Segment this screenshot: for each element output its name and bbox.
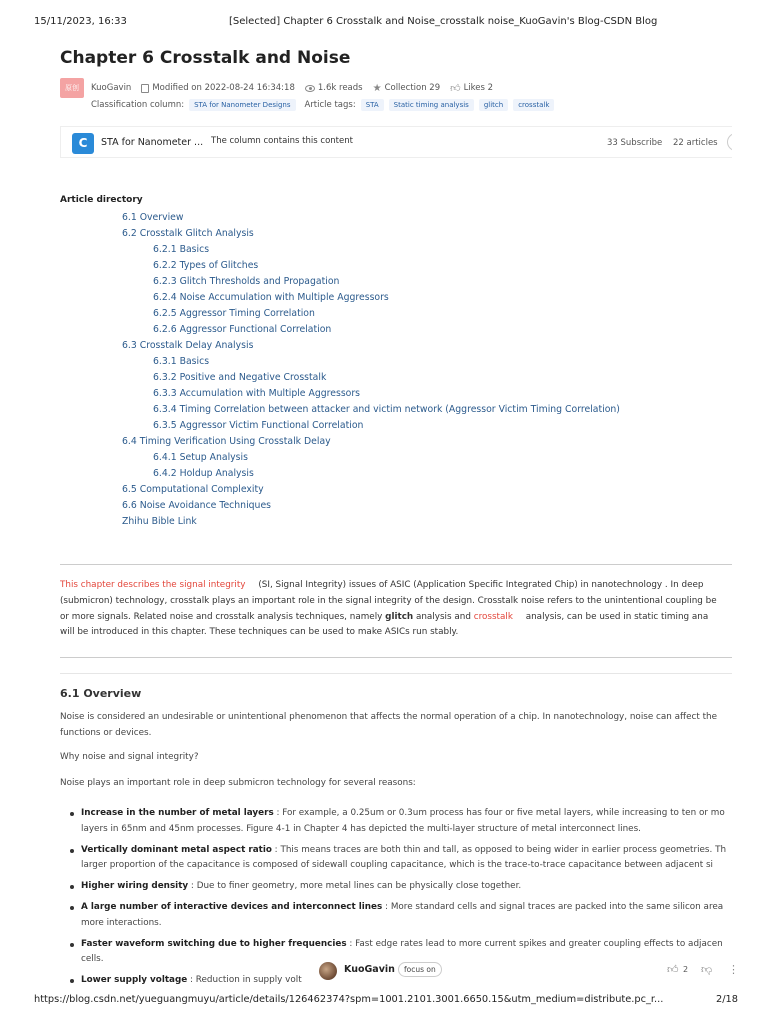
page-number: 2/18 bbox=[716, 994, 738, 1005]
collection-button[interactable] bbox=[373, 83, 441, 94]
paragraph-line: Noise is considered an undesirable or unintentional phenomenon that affects the normal operation of a chip. In nanotechnology, noise can affect the bbox=[60, 712, 718, 722]
print-page-title: [Selected] Chapter 6 Crosstalk and Noise_crosstalk noise_KuoGavin's Blog-CSDN Blog bbox=[229, 16, 658, 27]
list-item-term: Increase in the number of metal layers bbox=[81, 808, 274, 818]
bullet-icon bbox=[70, 906, 74, 910]
why-noise-paragraph: Why noise and signal integrity? bbox=[60, 752, 199, 762]
reads-info bbox=[305, 83, 363, 93]
list-item-term: Faster waveform switching due to higher frequencies bbox=[81, 938, 347, 949]
eye-icon bbox=[305, 85, 315, 92]
toc-link[interactable]: 6.2.5 Aggressor Timing Correlation bbox=[153, 308, 315, 319]
more-icon[interactable]: ⋮ bbox=[728, 963, 739, 976]
intro-text: analysis, can be used in static timing ana bbox=[525, 611, 709, 622]
article-page bbox=[60, 40, 732, 985]
column-description: The column contains this content bbox=[211, 136, 353, 146]
paragraph-line: functions or devices. bbox=[60, 727, 152, 738]
list-item-line bbox=[81, 937, 732, 953]
list-item-line bbox=[81, 900, 732, 916]
list-item-text: : This means traces are both thin and tall, as opposed to being wider in earlier process geometries. Th bbox=[271, 844, 727, 855]
print-footer bbox=[34, 994, 738, 1008]
column-card[interactable] bbox=[60, 126, 732, 158]
floating-author-name[interactable]: KuoGavin bbox=[344, 964, 395, 975]
thumbs-down-icon[interactable]: 👎︎ bbox=[701, 963, 713, 976]
divider bbox=[60, 564, 732, 565]
overview-paragraph bbox=[60, 710, 717, 742]
intro-text: analysis and bbox=[413, 611, 474, 622]
table-of-contents bbox=[60, 210, 732, 530]
toc-link[interactable]: 6.5 Computational Complexity bbox=[122, 484, 264, 495]
list-item-text: more interactions. bbox=[81, 917, 162, 928]
toc-link[interactable]: 6.2.3 Glitch Thresholds and Propagation bbox=[153, 276, 340, 287]
reads-count: 1.6k reads bbox=[317, 83, 363, 93]
toc-link[interactable]: 6.2.2 Types of Glitches bbox=[153, 260, 259, 271]
original-badge: 原创 bbox=[60, 78, 84, 98]
toc-link[interactable]: 6.4.2 Holdup Analysis bbox=[153, 468, 254, 479]
floating-author-bar bbox=[304, 954, 768, 986]
toc-link[interactable]: 6.3.3 Accumulation with Multiple Aggressors bbox=[153, 388, 361, 399]
list-item-text: cells. bbox=[81, 954, 104, 965]
tag-sta[interactable]: STA bbox=[361, 99, 384, 111]
star-icon: ★ bbox=[372, 82, 382, 94]
print-header bbox=[34, 16, 748, 30]
toc-link[interactable]: 6.2 Crosstalk Glitch Analysis bbox=[122, 228, 254, 239]
intro-text: (submicron) technology, crosstalk plays an important role in the signal integrity of the design. Crosstalk noise refers to the unintentional coupling be bbox=[60, 595, 717, 606]
bullet-icon bbox=[70, 979, 74, 983]
column-logo-icon: C bbox=[72, 133, 94, 154]
toc-link[interactable]: 6.2.6 Aggressor Functional Correlation bbox=[153, 324, 332, 335]
list-item-term: Higher wiring density bbox=[81, 881, 189, 892]
list-item-text: larger proportion of the capacitance is composed of sidewall coupling capacitance, which is the trace-to-trace capacitance between adjacent si bbox=[81, 860, 713, 871]
article-title: Chapter 6 Crosstalk and Noise bbox=[60, 48, 351, 68]
toc-link[interactable]: 6.4.1 Setup Analysis bbox=[153, 452, 248, 463]
subscribe-button[interactable] bbox=[727, 133, 732, 151]
list-item-text: : Reduction in supply volt bbox=[187, 975, 302, 985]
modified-date: Modified on 2022-08-24 16:34:18 bbox=[152, 83, 295, 93]
list-item bbox=[60, 806, 732, 838]
toc-link[interactable]: 6.3.1 Basics bbox=[153, 356, 210, 367]
tag-static-timing-analysis[interactable]: Static timing analysis bbox=[389, 99, 474, 111]
list-item-text: : More standard cells and signal traces are packed into the same silicon area bbox=[382, 901, 724, 912]
list-item-term: Vertically dominant metal aspect ratio bbox=[81, 844, 272, 855]
signal-integrity-link[interactable]: This chapter describes the signal integrity bbox=[60, 580, 246, 590]
floating-like-count: 2 bbox=[683, 965, 689, 974]
intro-text: or more signals. Related noise and crosstalk analysis techniques, namely bbox=[60, 611, 386, 622]
toc-link[interactable]: 6.3.5 Aggressor Victim Functional Correlation bbox=[153, 420, 364, 431]
toc-link[interactable]: 6.6 Noise Avoidance Techniques bbox=[122, 500, 272, 511]
list-item-line bbox=[81, 806, 732, 822]
bullet-icon bbox=[70, 943, 74, 947]
bullet-icon bbox=[70, 849, 74, 853]
print-url: https://blog.csdn.net/yueguangmuyu/article/details/126462374?spm=1001.2101.3001.6650.15&utm_medium=distribute.pc_r... bbox=[34, 994, 664, 1005]
bullet-icon bbox=[70, 812, 74, 816]
divider bbox=[60, 673, 732, 674]
document-icon bbox=[141, 84, 149, 93]
toc-link[interactable]: 6.3.2 Positive and Negative Crosstalk bbox=[153, 372, 327, 383]
toc-link[interactable]: 6.2.1 Basics bbox=[153, 244, 210, 255]
list-item-text: layers in 65nm and 45nm processes. Figure 4-1 in Chapter 4 has depicted the multi-layer structure of metal interconnect lines. bbox=[81, 823, 641, 834]
classification-label: Classification column: bbox=[91, 100, 185, 110]
list-item-text: : For example, a 0.25um or 0.3um process has four or five metal layers, while increasing to ten or mo bbox=[273, 808, 725, 818]
toc-link[interactable]: 6.4 Timing Verification Using Crosstalk Delay bbox=[122, 436, 331, 447]
article-meta bbox=[60, 78, 732, 128]
list-item-term: Lower supply voltage bbox=[81, 975, 188, 985]
meta-info-row bbox=[91, 82, 493, 94]
tags-label: Article tags: bbox=[304, 100, 356, 110]
toc-title: Article directory bbox=[60, 195, 143, 205]
avatar[interactable] bbox=[319, 962, 337, 980]
list-item-term: A large number of interactive devices and interconnect lines bbox=[81, 901, 383, 912]
tag-crosstalk[interactable]: crosstalk bbox=[513, 99, 554, 111]
reasons-intro-paragraph: Noise plays an important role in deep submicron technology for several reasons: bbox=[60, 778, 416, 788]
toc-link[interactable]: 6.1 Overview bbox=[122, 212, 184, 223]
list-item bbox=[60, 843, 732, 875]
intro-text: will be introduced in this chapter. These techniques can be used to make ASICs run stably. bbox=[60, 627, 459, 638]
column-articles: 22 articles bbox=[673, 138, 718, 148]
tag-glitch[interactable]: glitch bbox=[479, 99, 508, 111]
crosstalk-link[interactable]: crosstalk bbox=[473, 611, 513, 622]
toc-link[interactable]: 6.2.4 Noise Accumulation with Multiple Aggressors bbox=[153, 292, 389, 303]
likes-count: Likes 2 bbox=[463, 83, 494, 93]
like-button[interactable] bbox=[450, 82, 493, 94]
collection-count: Collection 29 bbox=[384, 83, 441, 93]
list-item-text: : Due to finer geometry, more metal lines can be physically close together. bbox=[188, 881, 522, 892]
list-item-text: : Fast edge rates lead to more current spikes and greater coupling effects to adjacen bbox=[346, 938, 723, 949]
column-subscribers: 33 Subscribe bbox=[607, 138, 663, 148]
modified-info bbox=[141, 83, 295, 93]
toc-link[interactable]: 6.3 Crosstalk Delay Analysis bbox=[122, 340, 254, 351]
list-item-line bbox=[81, 879, 732, 895]
divider bbox=[60, 657, 732, 658]
thumbs-up-icon[interactable]: 👍︎ bbox=[667, 963, 679, 976]
section-heading: 6.1 Overview bbox=[60, 687, 142, 700]
list-item bbox=[60, 879, 732, 895]
intro-text: (SI, Signal Integrity) issues of ASIC (Application Specific Integrated Chip) in nanotechnology . In deep bbox=[258, 580, 704, 590]
toc-link[interactable]: Zhihu Bible Link bbox=[122, 516, 197, 527]
intro-paragraph bbox=[60, 578, 732, 641]
toc-link[interactable]: 6.3.4 Timing Correlation between attacker and victim network (Aggressor Victim Timing Correlation) bbox=[153, 404, 620, 415]
classification-tag[interactable]: STA for Nanometer Designs bbox=[189, 99, 295, 111]
column-name[interactable]: STA for Nanometer ... bbox=[101, 137, 204, 148]
list-item-line bbox=[81, 843, 732, 859]
print-datetime: 15/11/2023, 16:33 bbox=[34, 16, 127, 27]
follow-button[interactable]: focus on bbox=[398, 962, 442, 977]
author-link[interactable]: KuoGavin bbox=[91, 83, 132, 93]
list-item bbox=[60, 900, 732, 932]
bullet-icon bbox=[70, 885, 74, 889]
meta-tags-row bbox=[91, 99, 554, 111]
intro-bold-glitch: glitch bbox=[385, 611, 414, 622]
thumbs-up-icon: 👍︎ bbox=[450, 83, 461, 94]
